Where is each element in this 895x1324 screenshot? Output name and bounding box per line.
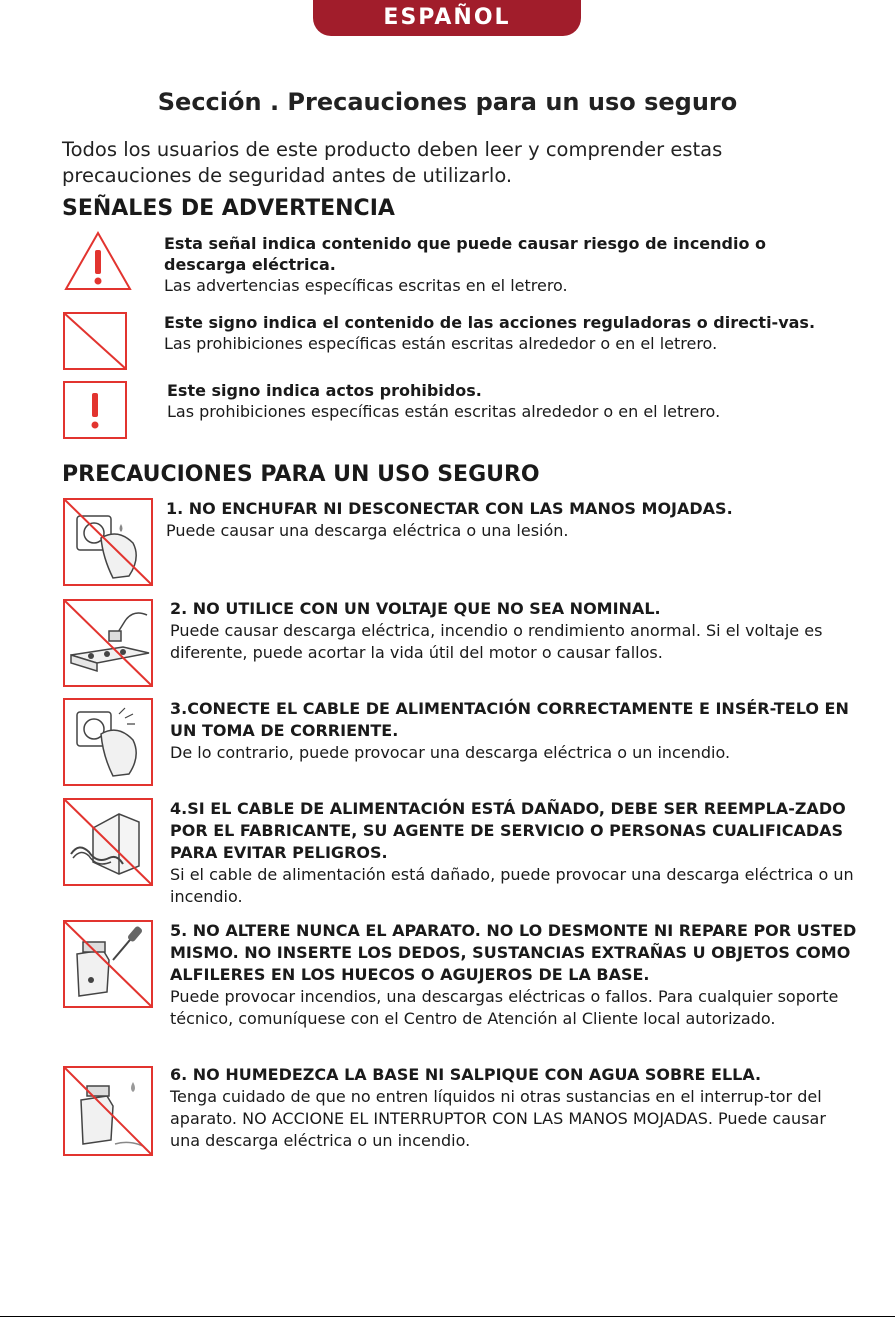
warning-sign-2-title: Este signo indica el contenido de las acciones reguladoras o directi-vas. [164,313,816,332]
precautions-heading: PRECAUCIONES PARA UN USO SEGURO [62,462,540,487]
warning-sign-1-title: Esta señal indica contenido que puede causar riesgo de incendio o descarga eléctrica. [164,234,767,274]
warning-sign-3-text: Las prohibiciones específicas están escritas alrededor o en el letrero. [167,402,721,421]
warning-sign-3 [167,380,827,422]
screwdriver-appliance-icon [63,920,153,1008]
warning-sign-1 [164,233,824,296]
precaution-5 [170,920,860,1030]
warning-sign-2-text: Las prohibiciones específicas están escritas alrededor o en el letrero. [164,334,718,353]
plug-insertion-icon [63,698,153,786]
warning-triangle-icon [63,230,133,292]
precaution-2-text: Puede causar descarga eléctrica, incendio o rendimiento anormal. Si el voltaje es diferente, puede acortar la vida útil del motor o causar fallos. [170,621,823,662]
power-strip-icon [63,599,153,687]
warning-sign-3-title: Este signo indica actos prohibidos. [167,381,482,400]
precaution-6-title: 6. NO HUMEDEZCA LA BASE NI SALPIQUE CON AGUA SOBRE ELLA. [170,1065,762,1084]
intro-paragraph: Todos los usuarios de este producto deben leer y comprender estas precauciones de seguridad antes de utilizarlo. [62,138,723,187]
precaution-1 [166,498,856,542]
precaution-6 [170,1064,860,1152]
precaution-4-title: 4.SI EL CABLE DE ALIMENTACIÓN ESTÁ DAÑADO, DEBE SER REEMPLA-ZADO POR EL FABRICANTE, SU AGENTE DE SERVICIO O PERSONAS CUALIFICADAS PARA EVITAR PELIGROS. [170,799,846,862]
warning-signs-heading: SEÑALES DE ADVERTENCIA [62,196,395,221]
precaution-2 [170,598,860,664]
damaged-cable-icon [63,798,153,886]
exclamation-square-icon [63,381,127,439]
precaution-3-text: De lo contrario, puede provocar una descarga eléctrica o un incendio. [170,743,731,762]
precaution-3-title: 3.CONECTE EL CABLE DE ALIMENTACIÓN CORRECTAMENTE E INSÉR-TELO EN UN TOMA DE CORRIENTE. [170,699,849,740]
warning-sign-2 [164,312,824,354]
precaution-2-title: 2. NO UTILICE CON UN VOLTAJE QUE NO SEA NOMINAL. [170,599,661,618]
precaution-3 [170,698,860,764]
prohibition-square-icon [63,312,127,370]
precaution-1-text: Puede causar una descarga eléctrica o una lesión. [166,521,569,540]
water-splash-appliance-icon [63,1066,153,1156]
precaution-6-text: Tenga cuidado de que no entren líquidos ni otras sustancias en el interrup-tor del aparato. NO ACCIONE EL INTERRUPTOR CON LAS MANOS MOJADAS. Puede causar una descarga eléctrica o un incendio. [170,1087,826,1150]
warning-sign-1-text: Las advertencias específicas escritas en el letrero. [164,276,568,295]
precaution-5-title: 5. NO ALTERE NUNCA EL APARATO. NO LO DESMONTE NI REPARE POR USTED MISMO. NO INSERTE LOS DEDOS, SUSTANCIAS EXTRAÑAS U OBJETOS COMO ALFILERES EN LOS HUECOS O AGUJEROS DE LA BASE. [170,921,857,984]
language-tab: ESPAÑOL [313,0,581,36]
wet-hands-plug-icon [63,498,153,586]
bottom-rule [0,1316,895,1317]
precaution-4 [170,798,860,908]
precaution-1-title: 1. NO ENCHUFAR NI DESCONECTAR CON LAS MANOS MOJADAS. [166,499,733,518]
section-title: Sección . Precauciones para un uso seguro [157,88,738,116]
precaution-4-text: Si el cable de alimentación está dañado, puede provocar una descarga eléctrica o un incendio. [170,865,854,906]
precaution-5-text: Puede provocar incendios, una descargas eléctricas o fallos. Para cualquier soporte técnico, comuníquese con el Centro de Atención al Cliente local autorizado. [170,987,839,1028]
